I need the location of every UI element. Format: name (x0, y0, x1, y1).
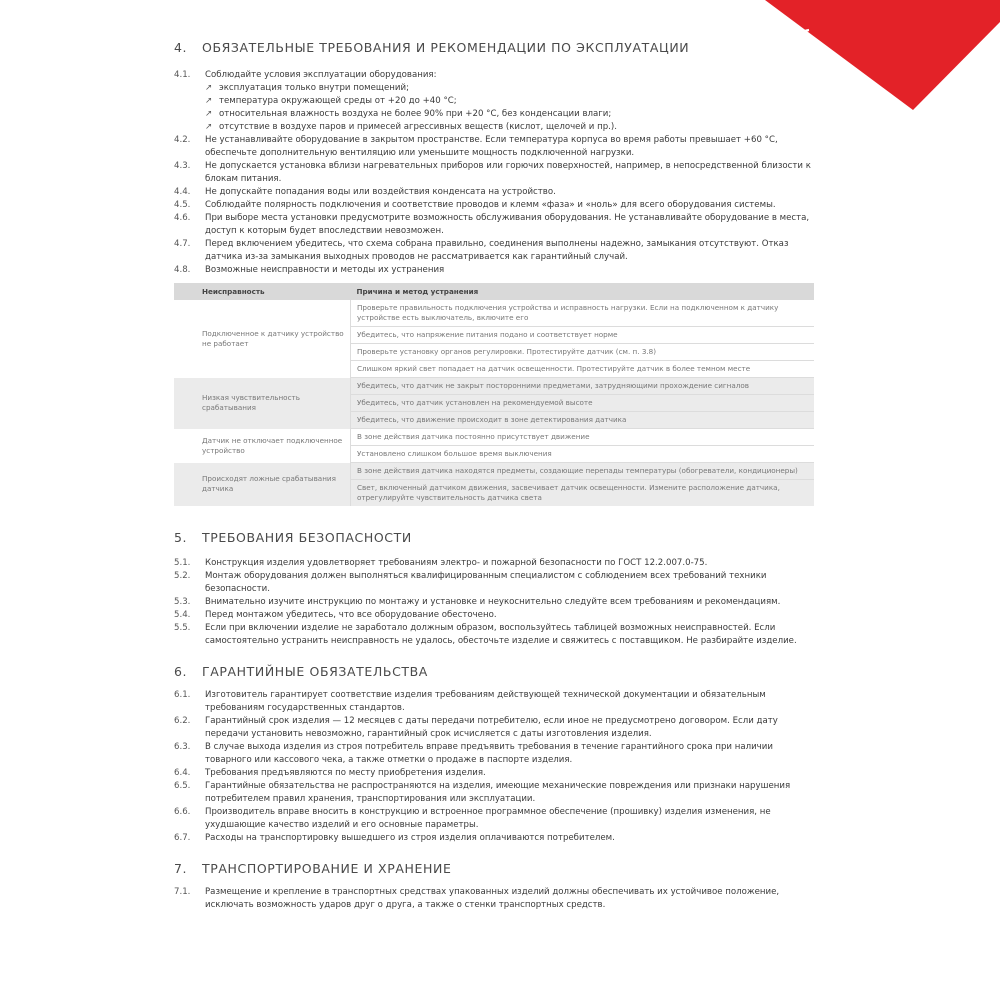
arrow-bullet-icon: ↗ (205, 83, 213, 93)
fault-cell: Подключенное к датчику устройство не работает (174, 300, 351, 378)
list-item (174, 199, 814, 212)
cause-cell: Убедитесь, что движение происходит в зоне детектирования датчика (351, 412, 815, 429)
cause-cell: Слишком яркий свет попадает на датчик освещенности. Протестируйте датчик в более темном месте (351, 361, 815, 378)
fault-cell: Датчик не отключает подключенное устройство (174, 429, 351, 463)
item-text: Внимательно изучите инструкцию по монтажу и установке и неукоснительно следуйте всем требованиям и рекомендациям. (205, 597, 781, 607)
list-item (174, 134, 814, 160)
section-5-heading (174, 530, 814, 545)
table-row (174, 378, 814, 395)
list-item (174, 264, 814, 277)
item-text: Требования предъявляются по месту приобретения изделия. (205, 768, 486, 778)
item-text: Если при включении изделие не заработало должным образом, воспользуйтесь таблицей возможных неисправностей. Если самостоятельно устранить неисправность не удалось, обесточьте изделие и свяжитесь с поставщиком. Не разбирайте изделие. (205, 623, 797, 646)
fault-cell: Происходят ложные срабатывания датчика (174, 463, 351, 507)
item-number: 6.3. (174, 742, 191, 752)
list-item (174, 609, 814, 622)
item-number: 5.5. (174, 623, 191, 633)
item-number: 4.2. (174, 135, 191, 145)
item-number: 5.4. (174, 610, 191, 620)
item-number: 5.2. (174, 571, 191, 581)
list-item (174, 715, 814, 741)
sub-item (174, 108, 814, 121)
section-6-heading (174, 664, 814, 679)
cause-cell: Убедитесь, что напряжение питания подано и соответствует норме (351, 327, 815, 344)
sub-item (174, 95, 814, 108)
table-row (174, 429, 814, 446)
document-page (174, 40, 814, 912)
sub-item-text: относительная влажность воздуха не более 90% при +20 °C, без конденсации влаги; (219, 109, 612, 119)
cause-cell: Убедитесь, что датчик установлен на рекомендуемой высоте (351, 395, 815, 412)
list-item (174, 886, 814, 912)
item-number: 6.2. (174, 716, 191, 726)
cause-cell: Убедитесь, что датчик не закрыт посторонними предметами, затрудняющими прохождение сигналов (351, 378, 815, 395)
section-title: ТРЕБОВАНИЯ БЕЗОПАСНОСТИ (202, 530, 412, 545)
cause-cell: Проверьте правильность подключения устройства и исправность нагрузки. Если на подключенном к датчику устройстве есть выключатель, включите его (351, 300, 815, 327)
table-header-row (174, 283, 814, 300)
item-text: Соблюдайте полярность подключения и соответствие проводов и клемм «фаза» и «ноль» для всего оборудования системы. (205, 200, 776, 210)
item-number: 5.1. (174, 558, 191, 568)
list-item (174, 186, 814, 199)
item-number: 4.8. (174, 265, 191, 275)
item-number: 4.3. (174, 161, 191, 171)
section-4-heading (174, 40, 814, 55)
cause-cell: В зоне действия датчика постоянно присутствует движение (351, 429, 815, 446)
section-number: 4. (174, 40, 188, 55)
item-text: Изготовитель гарантирует соответствие изделия требованиям действующей технической документации и обязательным требованиям государственных стандартов. (205, 690, 766, 713)
section-number: 5. (174, 530, 188, 545)
list-item (174, 767, 814, 780)
item-text: Гарантийные обязательства не распространяются на изделия, имеющие механические повреждения или признаки нарушения потребителем правил хранения, транспортирования или эксплуатации. (205, 781, 791, 804)
section-7-heading (174, 861, 814, 876)
item-number: 4.1. (174, 70, 191, 80)
item-number: 5.3. (174, 597, 191, 607)
list-item (174, 69, 814, 82)
item-text: Размещение и крепление в транспортных средствах упакованных изделий должны обеспечивать их устойчивое положение, исключать возможность ударов друг о друга, а также о стенки транспортных средств. (205, 887, 780, 910)
item-text: Монтаж оборудования должен выполняться квалифицированным специалистом с соблюдением всех требований техники безопасности. (205, 571, 767, 594)
arrow-bullet-icon: ↗ (205, 96, 213, 106)
item-text: Возможные неисправности и методы их устранения (205, 265, 445, 275)
list-item (174, 596, 814, 609)
item-number: 6.5. (174, 781, 191, 791)
list-item (174, 741, 814, 767)
item-text: При выборе места установки предусмотрите возможность обслуживания оборудования. Не устанавливайте оборудование в места, доступ к которым будет впоследствии невозможен. (205, 213, 810, 236)
item-text: Перед монтажом убедитесь, что все оборудование обесточено. (205, 610, 497, 620)
sub-item-text: температура окружающей среды от +20 до +40 °C; (219, 96, 457, 106)
list-item (174, 689, 814, 715)
arrow-bullet-icon: ↗ (205, 109, 213, 119)
column-header-fault: Неисправность (174, 283, 351, 300)
item-text: Не допускайте попадания воды или воздействия конденсата на устройство. (205, 187, 556, 197)
item-number: 4.6. (174, 213, 191, 223)
list-item (174, 832, 814, 845)
item-text: Гарантийный срок изделия — 12 месяцев с даты передачи потребителю, если иное не предусмотрено договором. Если дату передачи установить невозможно, гарантийный срок исчисляется с даты изготовления изделия. (205, 716, 778, 739)
item-number: 6.1. (174, 690, 191, 700)
item-number: 6.6. (174, 807, 191, 817)
item-number: 7.1. (174, 887, 191, 897)
list-item (174, 238, 814, 264)
list-item (174, 806, 814, 832)
cause-cell: Установлено слишком большое время выключения (351, 446, 815, 463)
sub-item-text: эксплуатация только внутри помещений; (219, 83, 409, 93)
item-text: Не устанавливайте оборудование в закрытом пространстве. Если температура корпуса во время работы превышает +60 °C, обеспечьте дополнительную вентиляцию или уменьшите мощность подключенной нагрузки. (205, 135, 778, 158)
list-item (174, 160, 814, 186)
logo-text: arlight (772, 50, 820, 67)
sub-item (174, 82, 814, 95)
section-title: ОБЯЗАТЕЛЬНЫЕ ТРЕБОВАНИЯ И РЕКОМЕНДАЦИИ ПО ЭКСПЛУАТАЦИИ (202, 40, 690, 55)
cause-cell: Свет, включенный датчиком движения, засвечивает датчик освещенности. Измените расположение датчика, отрегулируйте чувствительность датчика света (351, 480, 815, 507)
item-text: Не допускается установка вблизи нагревательных приборов или горючих поверхностей, например, в непосредственной близости к блокам питания. (205, 161, 811, 184)
item-text: Перед включением убедитесь, что схема собрана правильно, соединения выполнены надежно, замыкания отсутствуют. Отказ датчика из-за замыкания выходных проводов не рассматривается как гарантийный случай. (205, 239, 789, 262)
list-item (174, 212, 814, 238)
section-title: ТРАНСПОРТИРОВАНИЕ И ХРАНЕНИЕ (202, 861, 452, 876)
item-text: Расходы на транспортировку вышедшего из строя изделия оплачиваются потребителем. (205, 833, 615, 843)
item-text: Соблюдайте условия эксплуатации оборудования: (205, 70, 437, 80)
list-item (174, 780, 814, 806)
section-title: ГАРАНТИЙНЫЕ ОБЯЗАТЕЛЬСТВА (202, 664, 428, 679)
item-number: 6.4. (174, 768, 191, 778)
sub-item (174, 121, 814, 134)
item-text: В случае выхода изделия из строя потребитель вправе предъявить требования в течение гарантийного срока при наличии товарного или кассового чека, а также отметки о продаже в паспорте изделия. (205, 742, 773, 765)
cause-cell: Проверьте установку органов регулировки. Протестируйте датчик (см. п. 3.8) (351, 344, 815, 361)
item-number: 4.5. (174, 200, 191, 210)
section-number: 6. (174, 664, 188, 679)
item-text: Конструкция изделия удовлетворяет требованиям электро- и пожарной безопасности по ГОСТ 12.2.007.0-75. (205, 558, 708, 568)
fault-cell: Низкая чувствительность срабатывания (174, 378, 351, 429)
sub-item-text: отсутствие в воздухе паров и примесей агрессивных веществ (кислот, щелочей и пр.). (219, 122, 617, 132)
item-number: 6.7. (174, 833, 191, 843)
column-header-cause: Причина и метод устранения (351, 283, 815, 300)
faults-table (174, 283, 814, 506)
section-number: 7. (174, 861, 188, 876)
list-item (174, 570, 814, 596)
list-item (174, 557, 814, 570)
table-row (174, 300, 814, 327)
list-item (174, 622, 814, 648)
arrow-bullet-icon: ↗ (205, 122, 213, 132)
cause-cell: В зоне действия датчика находятся предметы, создающие перепады температуры (обогреватели, кондиционеры) (351, 463, 815, 480)
item-number: 4.7. (174, 239, 191, 249)
table-row (174, 463, 814, 480)
item-number: 4.4. (174, 187, 191, 197)
item-text: Производитель вправе вносить в конструкцию и встроенное программное обеспечение (прошивку) изделия изменения, не ухудшающие качество изделий и его основные параметры. (205, 807, 771, 830)
